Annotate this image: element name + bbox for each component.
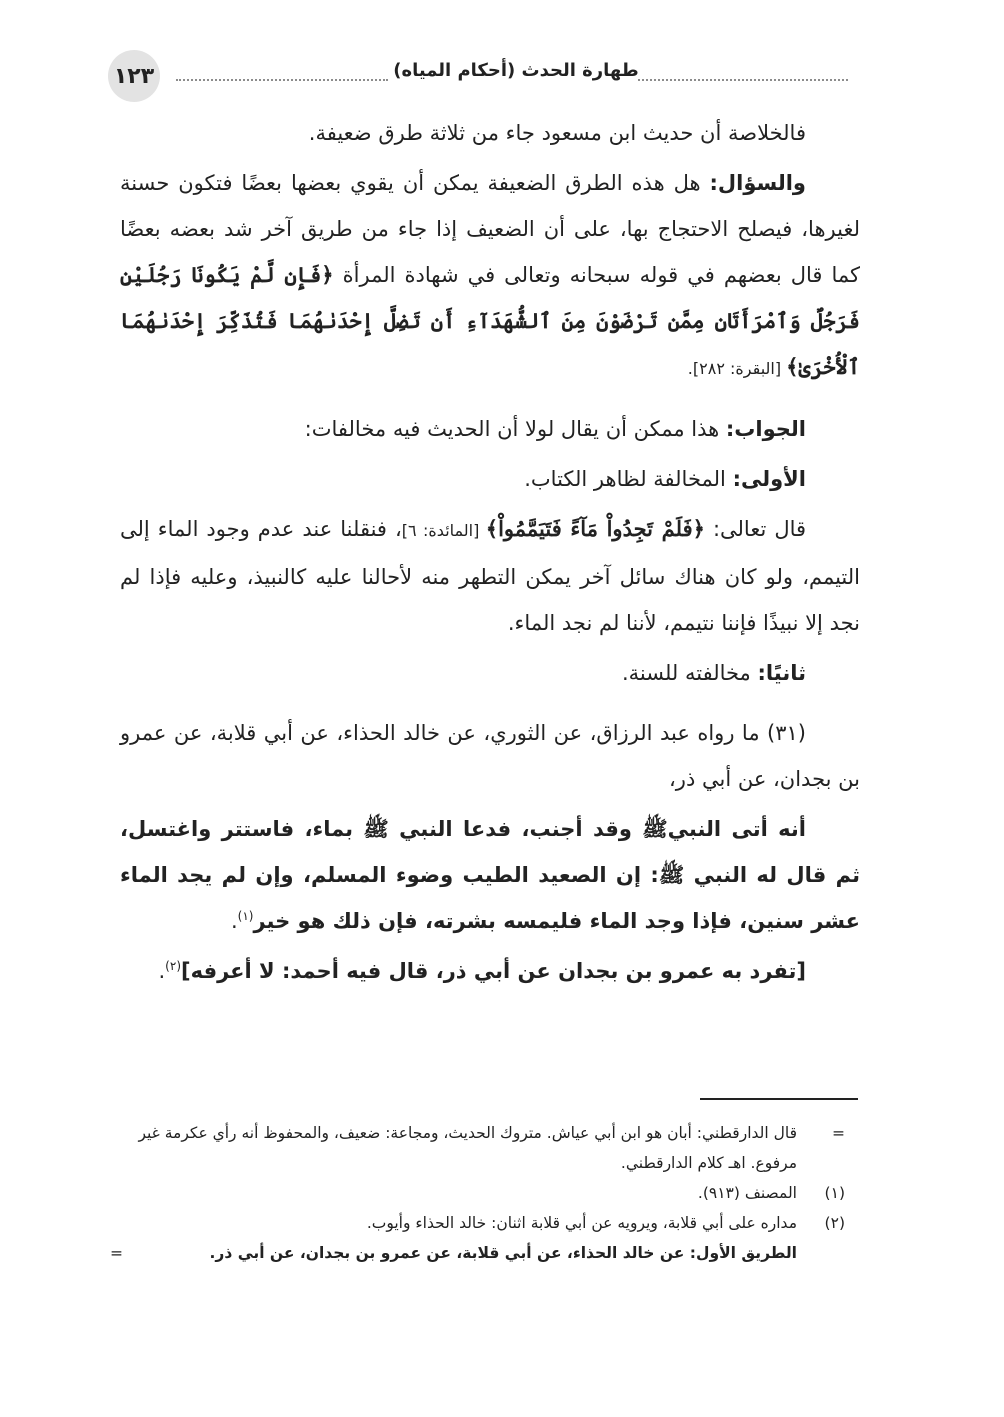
grading-end: . bbox=[158, 959, 166, 983]
continued-mark: = bbox=[110, 1244, 123, 1262]
header-dotted-rule-left bbox=[176, 79, 388, 81]
quran-verse-maidah: ﴿فَلَمْ تَجِدُواْ مَآءً فَتَيَمَّمُواْ﴾ bbox=[485, 516, 705, 541]
footnote-2-mark: (٢) bbox=[824, 1214, 845, 1232]
grading-text: [تفرد به عمرو بن بجدان عن أبي ذر، قال فيه أحمد: لا أعرفه] bbox=[181, 959, 806, 983]
footnote-continuation bbox=[110, 1118, 845, 1178]
maidah-text: ، فنقلنا عند عدم وجود الماء إلى التيمم، ولو كان هناك سائل آخر يمكن التطهر منه لأحالنا عليه كالنبيذ، وعليه فإذا لم نجد إلا نبيذًا فإننا نتيمم، لأننا لم نجد الماء. bbox=[120, 517, 860, 635]
hadith-end: . bbox=[230, 909, 238, 933]
paragraph-hadith-text bbox=[120, 806, 860, 944]
second-label: ثانيًا: bbox=[757, 661, 806, 685]
footnote-ref-2[interactable]: (٢) bbox=[165, 959, 181, 973]
footnote-2-first-route: الطريق الأول: عن خالد الحذاء، عن أبي قلابة، عن عمرو بن بجدان، عن أبي ذر. bbox=[209, 1244, 797, 1262]
paragraph-first-objection bbox=[120, 456, 860, 502]
verse-reference: [البقرة: ٢٨٢]. bbox=[687, 359, 787, 378]
page-header bbox=[108, 50, 848, 100]
paragraph-answer bbox=[120, 406, 860, 452]
footnote-ref-1[interactable]: (١) bbox=[237, 909, 254, 923]
continuation-mark: = bbox=[832, 1124, 845, 1142]
footnote-separator bbox=[700, 1098, 858, 1100]
page-number: ١٢٣ bbox=[113, 63, 155, 89]
first-text: المخالفة لظاهر الكتاب. bbox=[524, 467, 733, 491]
footnote-2 bbox=[110, 1208, 845, 1238]
first-label: الأولى: bbox=[732, 467, 806, 491]
footnote-1-text: المصنف (٩١٣). bbox=[697, 1184, 797, 1202]
paragraph-question bbox=[120, 160, 860, 392]
main-text bbox=[120, 110, 860, 1008]
quran-verse-baqarah: ﴿فَإِن لَّمْ يَكُونَا رَجُلَيْنِ فَرَجُلٌ وَٱمْرَأَتَانِ مِمَّن تَرْضَوْنَ مِنَ ٱلشُّهَدَآءِ أَن تَضِلَّ إِحْدَىٰهُمَا فَتُذَكِّرَ إِحْدَىٰهُمَا ٱلْأُخْرَىٰ﴾ bbox=[120, 262, 860, 379]
footnote-1-mark: (١) bbox=[824, 1184, 845, 1202]
footnote-continuation-text: قال الدارقطني: أبان هو ابن أبي عياش. متروك الحديث، ومجاعة: ضعيف، والمحفوظ أنه رأي عكرمة غير مرفوع. اهـ كلام الدارقطني. bbox=[138, 1124, 797, 1172]
header-dotted-rule-right bbox=[638, 79, 848, 81]
paragraph-second-objection bbox=[120, 650, 860, 696]
footnote-1 bbox=[110, 1178, 845, 1208]
paragraph-maidah bbox=[120, 506, 860, 646]
second-text: مخالفته للسنة. bbox=[621, 661, 758, 685]
hadith-text: أنه أتى النبيﷺ وقد أجنب، فدعا النبي ﷺ بماء، فاستتر واغتسل، ثم قال له النبي ﷺ: إن الصعيد الطيب وضوء المسلم، وإن لم يجد الماء عشر سنين، فإذا وجد الماء فليمسه بشرته، فإن ذلك هو خير bbox=[120, 817, 860, 933]
answer-label: الجواب: bbox=[725, 417, 806, 441]
paragraph-hadith-chain: (٣١) ما رواه عبد الرزاق، عن الثوري، عن خالد الحذاء، عن أبي قلابة، عن عمرو بن بجدان، عن أبي ذر، bbox=[120, 721, 860, 791]
verse-reference-maidah: [المائدة: ٦] bbox=[401, 521, 486, 540]
footnote-2-continued bbox=[110, 1238, 845, 1268]
footnote-2-text: مداره على أبي قلابة، ويرويه عن أبي قلابة اثنان: خالد الحذاء وأيوب. bbox=[366, 1214, 797, 1232]
footnotes bbox=[110, 1118, 845, 1268]
maidah-intro: قال تعالى: bbox=[704, 517, 807, 541]
paragraph-conclusion: فالخلاصة أن حديث ابن مسعود جاء من ثلاثة طرق ضعيفة. bbox=[308, 121, 806, 145]
paragraph-grading bbox=[120, 948, 860, 994]
running-title: طهارة الحدث (أحكام المياه) bbox=[393, 60, 639, 81]
answer-text: هذا ممكن أن يقال لولا أن الحديث فيه مخالفات: bbox=[304, 417, 726, 441]
page-number-badge bbox=[108, 50, 160, 102]
question-label: والسؤال: bbox=[709, 171, 806, 195]
question-text: هل هذه الطرق الضعيفة يمكن أن يقوي بعضها بعضًا فتكون حسنة لغيرها، فيصلح الاحتجاج بها، على أن الضعيف إذا جاء من طريق آخر شد بعضه بعضًا كما قال بعضهم في قوله سبحانه وتعالى في شهادة المرأة bbox=[120, 171, 861, 287]
